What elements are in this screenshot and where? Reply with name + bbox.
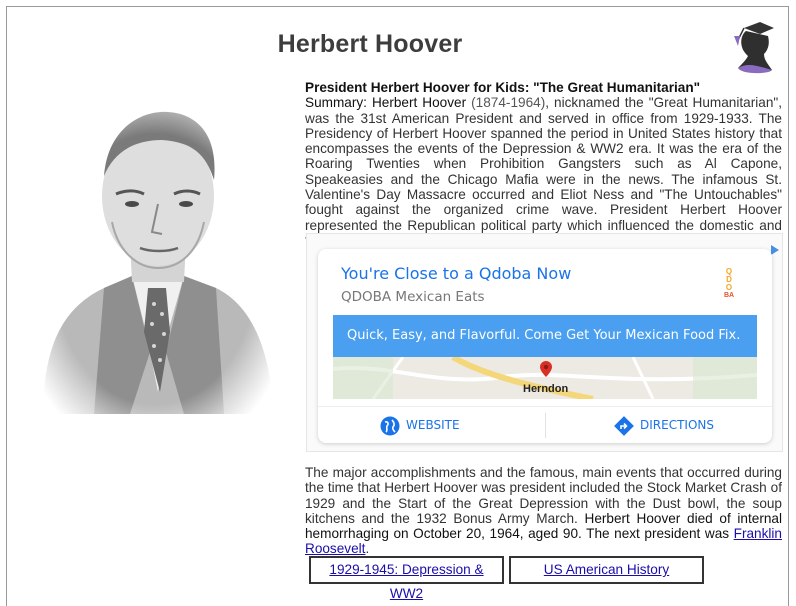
history-nav-link[interactable]: US American History xyxy=(543,562,670,577)
map-label: Herndon xyxy=(523,383,569,395)
article-accomplishments xyxy=(305,465,782,557)
qdoba-logo-icon xyxy=(718,265,740,305)
directions-icon xyxy=(614,416,634,436)
ad-website-button[interactable] xyxy=(380,407,460,443)
history-nav-button[interactable] xyxy=(509,556,704,584)
svg-text:O: O xyxy=(725,283,733,292)
page-title: Herbert Hoover xyxy=(277,30,463,58)
svg-text:D: D xyxy=(726,275,732,284)
death-text: Herbert Hoover died of internal hemorrhaging on October 20, 1964, aged 90. The next president was xyxy=(305,510,782,542)
svg-text:Q: Q xyxy=(725,267,733,276)
era-nav-link[interactable]: 1929-1945: Depression & WW2 xyxy=(329,562,484,601)
summary-body: , nicknamed the "Great Humanitarian", was the 31st American President and served in office from 1929-1933. The Presidency of Herbert Hoover spanned the period in United States history that encompasses the events of the Depression & WW2 era. It was the era of the Roaring Twenties when Prohibition Gangsters such as Al Capone, Speakeasies and the Chicago Mafia were in the news. The infamous St. Valentine's Day Massacre occurred and Eliot Ness and "The Untouchables" fought against the organized crime wave. President Herbert Hoover represented the Republican political party which influenced the domestic and xyxy=(305,95,782,233)
ad-brand: QDOBA Mexican Eats xyxy=(341,289,485,305)
article-intro xyxy=(305,80,782,248)
advertisement[interactable] xyxy=(306,233,783,452)
era-nav-button[interactable] xyxy=(309,556,504,601)
summary-lead: Summary: Herbert Hoover xyxy=(305,95,472,111)
summary-dates: (1874-1964) xyxy=(471,95,546,111)
globe-icon xyxy=(380,416,400,436)
graduate-silhouette-logo xyxy=(724,14,776,76)
ad-card[interactable] xyxy=(318,249,772,443)
ad-actions xyxy=(318,406,772,443)
ad-website-label: WEBSITE xyxy=(406,418,460,432)
ad-directions-button[interactable] xyxy=(614,407,714,443)
end-punctuation: . xyxy=(365,541,370,557)
herbert-hoover-portrait xyxy=(34,92,276,414)
next-president-link[interactable]: Franklin Roosevelt xyxy=(305,526,782,557)
ad-headline[interactable]: You're Close to a Qdoba Now xyxy=(341,264,572,283)
map-pin-icon xyxy=(540,361,552,377)
ad-map[interactable] xyxy=(333,357,757,399)
adchoices-icon[interactable] xyxy=(771,245,779,255)
ad-banner[interactable]: Quick, Easy, and Flavorful. Come Get Your Mexican Food Fix. xyxy=(333,315,757,357)
svg-text:BA: BA xyxy=(723,292,735,299)
ad-directions-label: DIRECTIONS xyxy=(640,418,714,432)
accomplishments-text: The major accomplishments and the famous, main events that occurred during the time that Herbert Hoover was president included the Stock Market Crash of 1929 and the Start of the Great Depression with the Dust bowl, the soup kitchens and the 1932 Bonus Army March. xyxy=(305,465,782,526)
article-subheading: President Herbert Hoover for Kids: "The Great Humanitarian" xyxy=(305,80,701,95)
ad-actions-divider xyxy=(545,413,546,438)
